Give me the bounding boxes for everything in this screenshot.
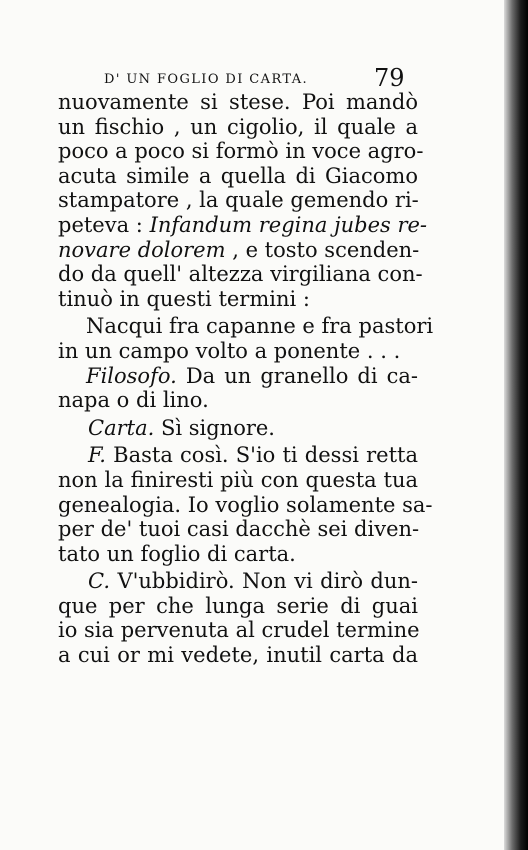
text-span: Basta così. S'io ti dessi retta: [113, 443, 418, 468]
speaker-label: Filosofo.: [86, 363, 177, 388]
text-line: a cui or mi vedete, inutil carta da: [58, 643, 418, 668]
latin-quote: novare dolorem: [58, 237, 226, 262]
text-line: que per che lunga serie di guai: [58, 593, 418, 618]
text-line: [58, 416, 418, 441]
text-line: tinuò in questi termini :: [58, 286, 310, 311]
latin-quote: Infandum regina jubes re-: [149, 212, 428, 237]
text-line: Nacqui fra capanne e fra pastori: [86, 314, 434, 339]
speaker-label: F.: [88, 443, 106, 468]
text-span: Sì signore.: [160, 415, 275, 440]
text-line: [58, 364, 418, 389]
text-line: genealogia. Io voglio solamente sa-: [58, 492, 433, 517]
text-line: [58, 443, 418, 468]
body-text: [58, 90, 434, 668]
text-span: V'ubbidirò. Non vi dirò dun-: [117, 569, 418, 594]
text-line: io sia pervenuta al crudel termine: [58, 618, 420, 643]
scan-edge: [504, 0, 528, 850]
text-line: [58, 238, 418, 263]
text-span: Da un granello di ca-: [185, 363, 418, 388]
running-title: D' UN FOGLIO DI CARTA.: [104, 72, 309, 87]
text-line: do da quell' altezza virgiliana con-: [58, 262, 423, 287]
text-line: poco a poco si formò in voce agro-: [58, 139, 424, 164]
text-line: in un campo volto a ponente . . .: [58, 338, 401, 363]
text-line: acuta simile a quella di Giacomo: [58, 163, 418, 188]
text-line: nuovamente si stese. Poi mandò: [58, 90, 418, 114]
text-line: [58, 569, 418, 594]
text-line: un fischio , un cigolio, il quale a: [58, 114, 418, 139]
text-line: stampatore , la quale gemendo ri-: [58, 188, 419, 213]
page-number: 79: [374, 64, 405, 92]
text-line: [58, 212, 428, 238]
text-line: tato un foglio di carta.: [58, 541, 296, 566]
speaker-label: Carta.: [88, 415, 155, 440]
text-span: peteva :: [58, 212, 143, 237]
speaker-label: C.: [88, 569, 110, 594]
text-line: per de' tuoi casi dacchè sei diven-: [58, 517, 420, 542]
text-span: , e tosto scenden-: [232, 237, 420, 262]
text-line: non la finiresti più con questa tua: [58, 467, 418, 492]
text-line: napa o di lino.: [58, 388, 209, 413]
